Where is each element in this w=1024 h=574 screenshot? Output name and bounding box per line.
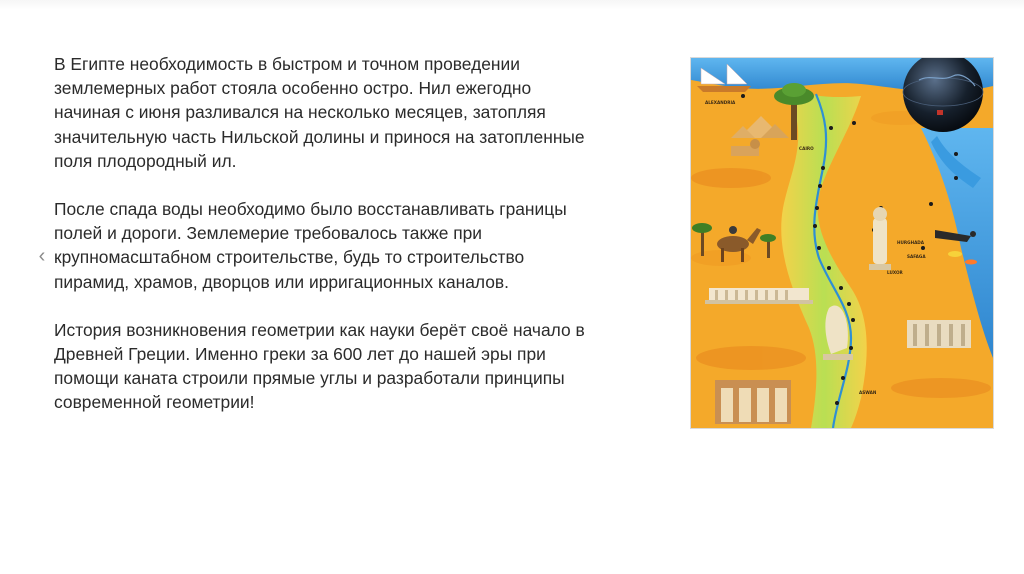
label-hurghada: HURGHADA bbox=[897, 240, 925, 245]
egypt-map-illustration bbox=[690, 57, 994, 429]
paragraph-greek-geometry: История возникновения геометрии как науки берёт своё начало в Древней Греции. Именно греки за 600 лет до нашей эры при помощи каната строили прямые углы и разработали принципы современной геометрии! bbox=[54, 319, 585, 413]
abu-simbel-icon bbox=[715, 380, 791, 424]
paragraph-boundaries: После спада воды необходимо было восстанавливать границы полей и дороги. Землемерие требовалось также при крупномасштабном строительстве, будь то строительство пирамид, храмов, дворцов или ирригационных каналов. bbox=[54, 199, 567, 292]
temple-icon bbox=[705, 288, 813, 304]
paragraph-egypt-surveying: В Египте необходимость в быстром и точном проведении землемерных работ стояла особенно остро. Нил ежегодно начиная с июня разливался на несколько месяцев, затопляя значительную часть Нильской долины и принося на затопленные поля плодородный ил. bbox=[54, 54, 585, 171]
chevron-left-icon[interactable]: ‹ bbox=[38, 245, 46, 267]
label-luxor: LUXOR bbox=[887, 270, 903, 275]
label-aswan: ASWAN bbox=[859, 390, 877, 395]
label-alexandria: ALEXANDRIA bbox=[705, 100, 736, 105]
label-safaga: SAFAGA bbox=[907, 254, 926, 259]
top-divider bbox=[0, 0, 1024, 10]
kom-ombo-temple-icon bbox=[907, 320, 971, 348]
slide-text bbox=[54, 52, 672, 439]
label-cairo: CAIRO bbox=[799, 146, 814, 151]
egypt-map-svg bbox=[691, 58, 993, 428]
